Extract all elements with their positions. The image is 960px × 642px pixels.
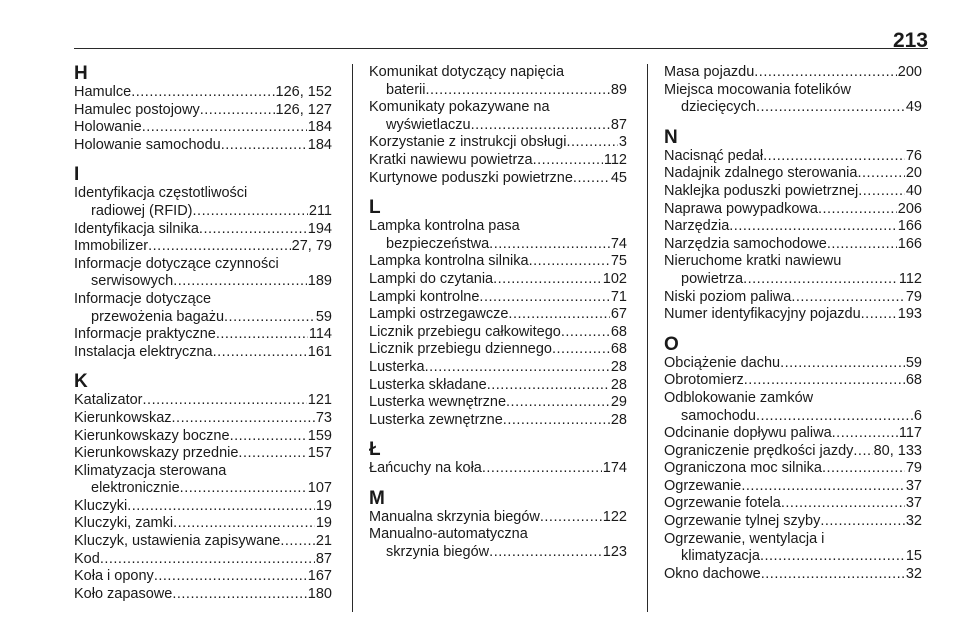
index-entry-term: dziecięcych bbox=[681, 99, 756, 116]
index-entry bbox=[74, 238, 332, 256]
index-entry bbox=[369, 324, 627, 342]
dot-leader bbox=[791, 289, 905, 307]
index-entry bbox=[664, 64, 922, 82]
index-entry-term: Kierunkowskazy boczne bbox=[74, 427, 230, 444]
dot-leader bbox=[172, 410, 315, 428]
index-entry-term: Nadajnik zdalnego sterowania bbox=[664, 165, 858, 182]
dot-leader bbox=[853, 443, 872, 461]
index-entry-line: Identyfikacja częstotliwości bbox=[74, 185, 248, 202]
dot-leader bbox=[148, 238, 291, 256]
index-entry-line: Komunikat dotyczący napięcia bbox=[369, 64, 565, 80]
index-entry-pages: 121 bbox=[307, 392, 332, 409]
index-entry-term: Holowanie bbox=[74, 119, 142, 136]
dot-leader bbox=[180, 480, 307, 498]
dot-leader bbox=[573, 170, 610, 188]
index-entry-term: Lampki ostrzegawcze bbox=[369, 306, 509, 323]
index-entry bbox=[74, 480, 332, 498]
page-number: 213 bbox=[892, 29, 928, 52]
index-entry-pages: 59 bbox=[905, 354, 922, 371]
index-group bbox=[664, 128, 922, 324]
index-entry-term: Naprawa powypadkowa bbox=[664, 200, 818, 217]
index-entry-term: Hamulec postojowy bbox=[74, 101, 200, 118]
dot-leader bbox=[827, 236, 897, 254]
index-entry bbox=[74, 221, 332, 239]
index-entry bbox=[74, 586, 332, 604]
index-entry bbox=[369, 152, 627, 170]
index-entry-pages: 28 bbox=[610, 376, 627, 393]
index-entry-pages: 180 bbox=[307, 585, 332, 602]
dot-leader bbox=[540, 509, 602, 527]
index-entry-pages: 71 bbox=[610, 288, 627, 305]
index-entry bbox=[664, 306, 922, 324]
index-entry bbox=[74, 309, 332, 327]
index-entry-pages: 167 bbox=[307, 568, 332, 585]
index-entry bbox=[369, 170, 627, 188]
dot-leader bbox=[489, 544, 602, 562]
index-entry-term: Odcinanie dopływu paliwa bbox=[664, 425, 832, 442]
dot-leader bbox=[858, 183, 905, 201]
index-entry-term: Licznik przebiegu dziennego bbox=[369, 341, 552, 358]
dot-leader bbox=[172, 586, 306, 604]
index-entry bbox=[369, 117, 627, 135]
index-entry-term: Kratki nawiewu powietrza bbox=[369, 151, 533, 168]
index-entry bbox=[664, 443, 922, 461]
index-entry-pages: 87 bbox=[315, 550, 332, 567]
index-entry-pages: 32 bbox=[905, 513, 922, 530]
index-entry-line: Lampka kontrolna pasa bbox=[369, 218, 520, 235]
dot-leader bbox=[238, 445, 306, 463]
dot-leader bbox=[224, 309, 315, 327]
index-entry-pages: 40 bbox=[905, 182, 922, 199]
index-entry bbox=[664, 495, 922, 513]
dot-leader bbox=[861, 306, 897, 324]
index-entry bbox=[664, 236, 922, 254]
index-group bbox=[664, 64, 922, 117]
index-entry-term: serwisowych bbox=[91, 273, 174, 290]
index-entry bbox=[74, 203, 332, 221]
index-entry-pages: 107 bbox=[307, 480, 332, 497]
index-entry-pages: 211 bbox=[308, 202, 332, 219]
dot-leader bbox=[756, 408, 913, 426]
index-entry-term: Lampki do czytania bbox=[369, 270, 494, 287]
index-entry-term: Obciążenie dachu bbox=[664, 354, 781, 371]
index-entry-pages: 79 bbox=[905, 460, 922, 477]
dot-leader bbox=[142, 119, 307, 137]
index-entry bbox=[664, 148, 922, 166]
index-entry-term: Ogrzewanie fotela bbox=[664, 495, 781, 512]
dot-leader bbox=[529, 253, 610, 271]
index-entry bbox=[664, 183, 922, 201]
dot-leader bbox=[506, 394, 610, 412]
index-entry-pages: 206 bbox=[897, 200, 922, 217]
dot-leader bbox=[213, 344, 307, 362]
index-entry-pages: 68 bbox=[905, 372, 922, 389]
index-entry-line: Informacje dotyczące bbox=[74, 290, 212, 307]
index-entry-line: Ogrzewanie, wentylacja i bbox=[664, 530, 825, 547]
index-entry-term: Naklejka poduszki powietrznej bbox=[664, 182, 859, 199]
index-entry-term: Kurtynowe poduszki powietrzne bbox=[369, 169, 573, 186]
index-entry bbox=[664, 218, 922, 236]
index-entry-term: Kierunkowskazy przednie bbox=[74, 445, 239, 462]
index-entry-term: Kluczyki bbox=[74, 497, 128, 514]
index-group bbox=[74, 372, 332, 603]
index-entry-pages: 166 bbox=[897, 235, 922, 252]
dot-leader bbox=[131, 84, 274, 102]
index-entry-pages: 29 bbox=[610, 394, 627, 411]
index-entry-term: Holowanie samochodu bbox=[74, 136, 221, 153]
dot-leader bbox=[154, 568, 307, 586]
index-entry-pages: 68 bbox=[610, 341, 627, 358]
index-entry bbox=[664, 548, 922, 566]
index-entry-term: Numer identyfikacyjny pojazdu bbox=[664, 306, 861, 323]
index-entry bbox=[664, 289, 922, 307]
index-entry bbox=[664, 99, 922, 117]
index-entry-pages: 87 bbox=[610, 116, 627, 133]
index-letter-heading: I bbox=[74, 164, 80, 186]
index-letter-heading: N bbox=[664, 126, 678, 148]
index-column-3 bbox=[664, 64, 922, 594]
index-entry-pages: 102 bbox=[602, 270, 627, 287]
index-entry-pages: 3 bbox=[618, 134, 627, 151]
index-entry-term: Korzystanie z instrukcji obsługi bbox=[369, 134, 567, 151]
dot-leader bbox=[487, 377, 610, 395]
index-entry bbox=[664, 355, 922, 373]
index-entry-line: Klimatyzacja sterowana bbox=[74, 462, 227, 479]
index-entry-term: radiowej (RFID) bbox=[91, 202, 193, 219]
index-entry bbox=[664, 460, 922, 478]
index-entry-line: Miejsca mocowania fotelików bbox=[664, 81, 851, 98]
index-entry-pages: 20 bbox=[905, 165, 922, 182]
index-entry-term: Okno dachowe bbox=[664, 565, 761, 582]
dot-leader bbox=[508, 306, 609, 324]
index-entry-pages: 76 bbox=[905, 147, 922, 164]
dot-leader bbox=[561, 324, 610, 342]
index-entry bbox=[74, 515, 332, 533]
index-entry bbox=[369, 289, 627, 307]
index-entry-pages: 161 bbox=[307, 343, 332, 360]
dot-leader bbox=[425, 359, 610, 377]
index-entry-line: Manualno-automatyczna bbox=[369, 526, 528, 543]
index-entry bbox=[74, 428, 332, 446]
index-entry-pages: 194 bbox=[307, 220, 332, 237]
index-column-1 bbox=[74, 64, 332, 614]
index-entry bbox=[369, 306, 627, 324]
index-entry-line: Komunikaty pokazywane na bbox=[369, 99, 550, 116]
dot-leader bbox=[763, 148, 905, 166]
dot-leader bbox=[479, 289, 609, 307]
index-entry bbox=[369, 460, 627, 478]
index-entry bbox=[369, 271, 627, 289]
index-entry-term: Niski poziom paliwa bbox=[664, 288, 792, 305]
dot-leader bbox=[100, 551, 315, 569]
index-entry-pages: 28 bbox=[610, 411, 627, 428]
index-entry bbox=[74, 568, 332, 586]
dot-leader bbox=[280, 533, 315, 551]
dot-leader bbox=[533, 152, 603, 170]
dot-leader bbox=[743, 271, 898, 289]
dot-leader bbox=[127, 498, 315, 516]
index-entry bbox=[369, 394, 627, 412]
index-entry-term: wyświetlaczu bbox=[386, 116, 471, 133]
dot-leader bbox=[741, 478, 904, 496]
index-entry bbox=[74, 551, 332, 569]
index-entry-pages: 45 bbox=[610, 169, 627, 186]
index-entry-term: Koło zapasowe bbox=[74, 585, 173, 602]
index-entry bbox=[369, 82, 627, 100]
index-entry bbox=[664, 566, 922, 584]
index-entry bbox=[74, 410, 332, 428]
index-entry-term: powietrza bbox=[681, 270, 744, 287]
index-entry-term: Ograniczona moc silnika bbox=[664, 460, 822, 477]
dot-leader bbox=[729, 218, 897, 236]
dot-leader bbox=[760, 548, 905, 566]
index-entry-pages: 28 bbox=[610, 358, 627, 375]
index-entry-term: baterii bbox=[386, 81, 426, 98]
index-entry bbox=[74, 119, 332, 137]
index-entry-term: Lusterka składane bbox=[369, 376, 487, 393]
index-entry-pages: 117 bbox=[898, 425, 922, 442]
index-entry bbox=[664, 478, 922, 496]
index-entry-pages: 19 bbox=[315, 515, 332, 532]
index-entry-term: elektronicznie bbox=[91, 480, 180, 497]
column-divider bbox=[647, 64, 648, 612]
index-entry-pages: 79 bbox=[905, 288, 922, 305]
index-entry-line: Nieruchome kratki nawiewu bbox=[664, 253, 842, 270]
index-entry-term: Narzędzia bbox=[664, 218, 730, 235]
index-entry-term: przewożenia bagażu bbox=[91, 308, 225, 325]
dot-leader bbox=[832, 425, 898, 443]
index-entry-pages: 174 bbox=[602, 460, 627, 477]
dot-leader bbox=[216, 326, 308, 344]
dot-leader bbox=[426, 82, 610, 100]
index-entry-pages: 27, 79 bbox=[291, 238, 332, 255]
index-entry bbox=[369, 544, 627, 562]
index-entry-term: skrzynia biegów bbox=[386, 544, 490, 561]
index-entry-pages: 184 bbox=[307, 136, 332, 153]
index-entry-pages: 89 bbox=[610, 81, 627, 98]
index-entry bbox=[74, 392, 332, 410]
index-entry-term: Ogrzewanie bbox=[664, 477, 742, 494]
index-group bbox=[664, 335, 922, 584]
index-entry-pages: 32 bbox=[905, 565, 922, 582]
index-entry-term: Lampki kontrolne bbox=[369, 288, 480, 305]
index-entry-term: bezpieczeństwa bbox=[386, 235, 490, 252]
index-group bbox=[369, 489, 627, 562]
index-entry bbox=[369, 134, 627, 152]
index-entry-pages: 59 bbox=[315, 308, 332, 325]
index-entry-term: Licznik przebiegu całkowitego bbox=[369, 323, 561, 340]
index-entry-pages: 67 bbox=[610, 306, 627, 323]
index-entry-term: Masa pojazdu bbox=[664, 64, 755, 80]
index-entry bbox=[664, 425, 922, 443]
index-letter-heading: Ł bbox=[369, 439, 381, 461]
index-entry-term: samochodu bbox=[681, 407, 756, 424]
index-entry-pages: 68 bbox=[610, 323, 627, 340]
index-entry-term: Kluczyki, zamki bbox=[74, 515, 174, 532]
index-entry-pages: 112 bbox=[898, 270, 922, 287]
index-entry-term: Instalacja elektryczna bbox=[74, 343, 213, 360]
dot-leader bbox=[761, 566, 905, 584]
index-entry-term: Manualna skrzynia biegów bbox=[369, 508, 540, 525]
dot-leader bbox=[756, 99, 905, 117]
index-entry bbox=[369, 341, 627, 359]
index-entry-pages: 75 bbox=[610, 253, 627, 270]
index-entry-pages: 15 bbox=[905, 548, 922, 565]
index-column-2 bbox=[369, 64, 627, 573]
dot-leader bbox=[857, 165, 904, 183]
index-entry-term: Katalizator bbox=[74, 392, 143, 409]
dot-leader bbox=[230, 428, 307, 446]
dot-leader bbox=[173, 515, 315, 533]
index-group bbox=[369, 440, 627, 478]
index-entry-pages: 200 bbox=[897, 64, 922, 80]
index-entry bbox=[664, 165, 922, 183]
index-entry-term: Kluczyk, ustawienia zapisywane bbox=[74, 533, 281, 550]
index-letter-heading: M bbox=[369, 487, 385, 509]
dot-leader bbox=[754, 64, 897, 82]
index-entry-term: Koła i opony bbox=[74, 568, 154, 585]
dot-leader bbox=[822, 460, 905, 478]
dot-leader bbox=[818, 201, 897, 219]
dot-leader bbox=[781, 495, 905, 513]
dot-leader bbox=[221, 137, 307, 155]
index-entry-term: klimatyzacja bbox=[681, 548, 760, 565]
dot-leader bbox=[199, 221, 307, 239]
index-entry-line: Informacje dotyczące czynności bbox=[74, 255, 279, 272]
index-entry-pages: 123 bbox=[602, 544, 627, 561]
index-entry-pages: 80, 133 bbox=[873, 442, 922, 459]
index-entry-pages: 6 bbox=[913, 407, 922, 424]
index-letter-heading: L bbox=[369, 197, 381, 219]
index-entry-pages: 49 bbox=[905, 99, 922, 116]
dot-leader bbox=[820, 513, 905, 531]
dot-leader bbox=[566, 134, 617, 152]
index-entry-pages: 74 bbox=[610, 235, 627, 252]
index-entry-pages: 37 bbox=[905, 477, 922, 494]
index-entry-pages: 122 bbox=[602, 508, 627, 525]
index-entry-term: Obrotomierz bbox=[664, 372, 744, 389]
dot-leader bbox=[503, 412, 610, 430]
index-entry-pages: 37 bbox=[905, 495, 922, 512]
index-letter-heading: O bbox=[664, 333, 679, 355]
index-entry-pages: 126, 127 bbox=[275, 101, 332, 118]
index-entry-pages: 166 bbox=[897, 218, 922, 235]
index-entry bbox=[74, 137, 332, 155]
index-entry-term: Ograniczenie prędkości jazdy bbox=[664, 442, 854, 459]
index-entry bbox=[369, 359, 627, 377]
index-entry bbox=[664, 201, 922, 219]
dot-leader bbox=[193, 203, 308, 221]
dot-leader bbox=[489, 236, 610, 254]
index-entry-pages: 189 bbox=[307, 273, 332, 290]
index-entry bbox=[74, 84, 332, 102]
index-entry-term: Hamulce bbox=[74, 84, 132, 100]
dot-leader bbox=[744, 372, 905, 390]
index-entry-term: Kierunkowskaz bbox=[74, 409, 172, 426]
index-entry bbox=[74, 533, 332, 551]
dot-leader bbox=[482, 460, 602, 478]
index-entry bbox=[369, 412, 627, 430]
index-entry bbox=[664, 372, 922, 390]
index-entry-pages: 184 bbox=[307, 119, 332, 136]
index-entry-pages: 159 bbox=[307, 427, 332, 444]
index-entry-term: Lampka kontrolna silnika bbox=[369, 253, 529, 270]
index-entry-term: Łańcuchy na koła bbox=[369, 460, 482, 477]
index-group bbox=[369, 198, 627, 429]
index-entry-term: Lusterka bbox=[369, 358, 425, 375]
index-entry-term: Narzędzia samochodowe bbox=[664, 235, 827, 252]
index-entry-term: Lusterka zewnętrzne bbox=[369, 411, 503, 428]
index-entry-pages: 19 bbox=[315, 497, 332, 514]
dot-leader bbox=[471, 117, 610, 135]
index-entry-term: Nacisnąć pedał bbox=[664, 147, 764, 164]
index-entry-pages: 114 bbox=[308, 326, 332, 343]
index-entry-pages: 21 bbox=[315, 533, 332, 550]
index-entry-term: Kod bbox=[74, 550, 100, 567]
index-entry-term: Informacje praktyczne bbox=[74, 326, 216, 343]
header-rule bbox=[74, 48, 928, 49]
index-entry bbox=[74, 344, 332, 362]
index-entry bbox=[369, 236, 627, 254]
index-group bbox=[74, 165, 332, 361]
index-entry bbox=[369, 377, 627, 395]
index-entry bbox=[74, 498, 332, 516]
dot-leader bbox=[780, 355, 905, 373]
index-group bbox=[369, 64, 627, 187]
dot-leader bbox=[173, 273, 307, 291]
dot-leader bbox=[143, 392, 307, 410]
index-entry bbox=[74, 102, 332, 120]
index-entry-pages: 112 bbox=[603, 151, 627, 168]
index-group bbox=[74, 64, 332, 154]
index-entry bbox=[664, 271, 922, 289]
index-entry-term: Identyfikacja silnika bbox=[74, 220, 199, 237]
index-entry bbox=[369, 253, 627, 271]
index-entry bbox=[74, 326, 332, 344]
column-divider bbox=[352, 64, 353, 612]
dot-leader bbox=[493, 271, 602, 289]
index-entry-pages: 157 bbox=[307, 445, 332, 462]
index-entry-line: Odblokowanie zamków bbox=[664, 389, 814, 406]
dot-leader bbox=[552, 341, 610, 359]
index-entry bbox=[74, 273, 332, 291]
index-entry bbox=[74, 445, 332, 463]
index-entry-term: Lusterka wewnętrzne bbox=[369, 394, 507, 411]
index-entry bbox=[664, 408, 922, 426]
index-entry-pages: 73 bbox=[315, 409, 332, 426]
index-entry bbox=[369, 509, 627, 527]
index-entry-term: Ogrzewanie tylnej szyby bbox=[664, 513, 821, 530]
index-letter-heading: H bbox=[74, 63, 88, 84]
index-entry-term: Immobilizer bbox=[74, 238, 149, 255]
dot-leader bbox=[200, 102, 275, 120]
index-entry-pages: 193 bbox=[897, 306, 922, 323]
index-entry bbox=[664, 513, 922, 531]
index-entry-pages: 126, 152 bbox=[275, 84, 332, 100]
index-letter-heading: K bbox=[74, 371, 88, 393]
